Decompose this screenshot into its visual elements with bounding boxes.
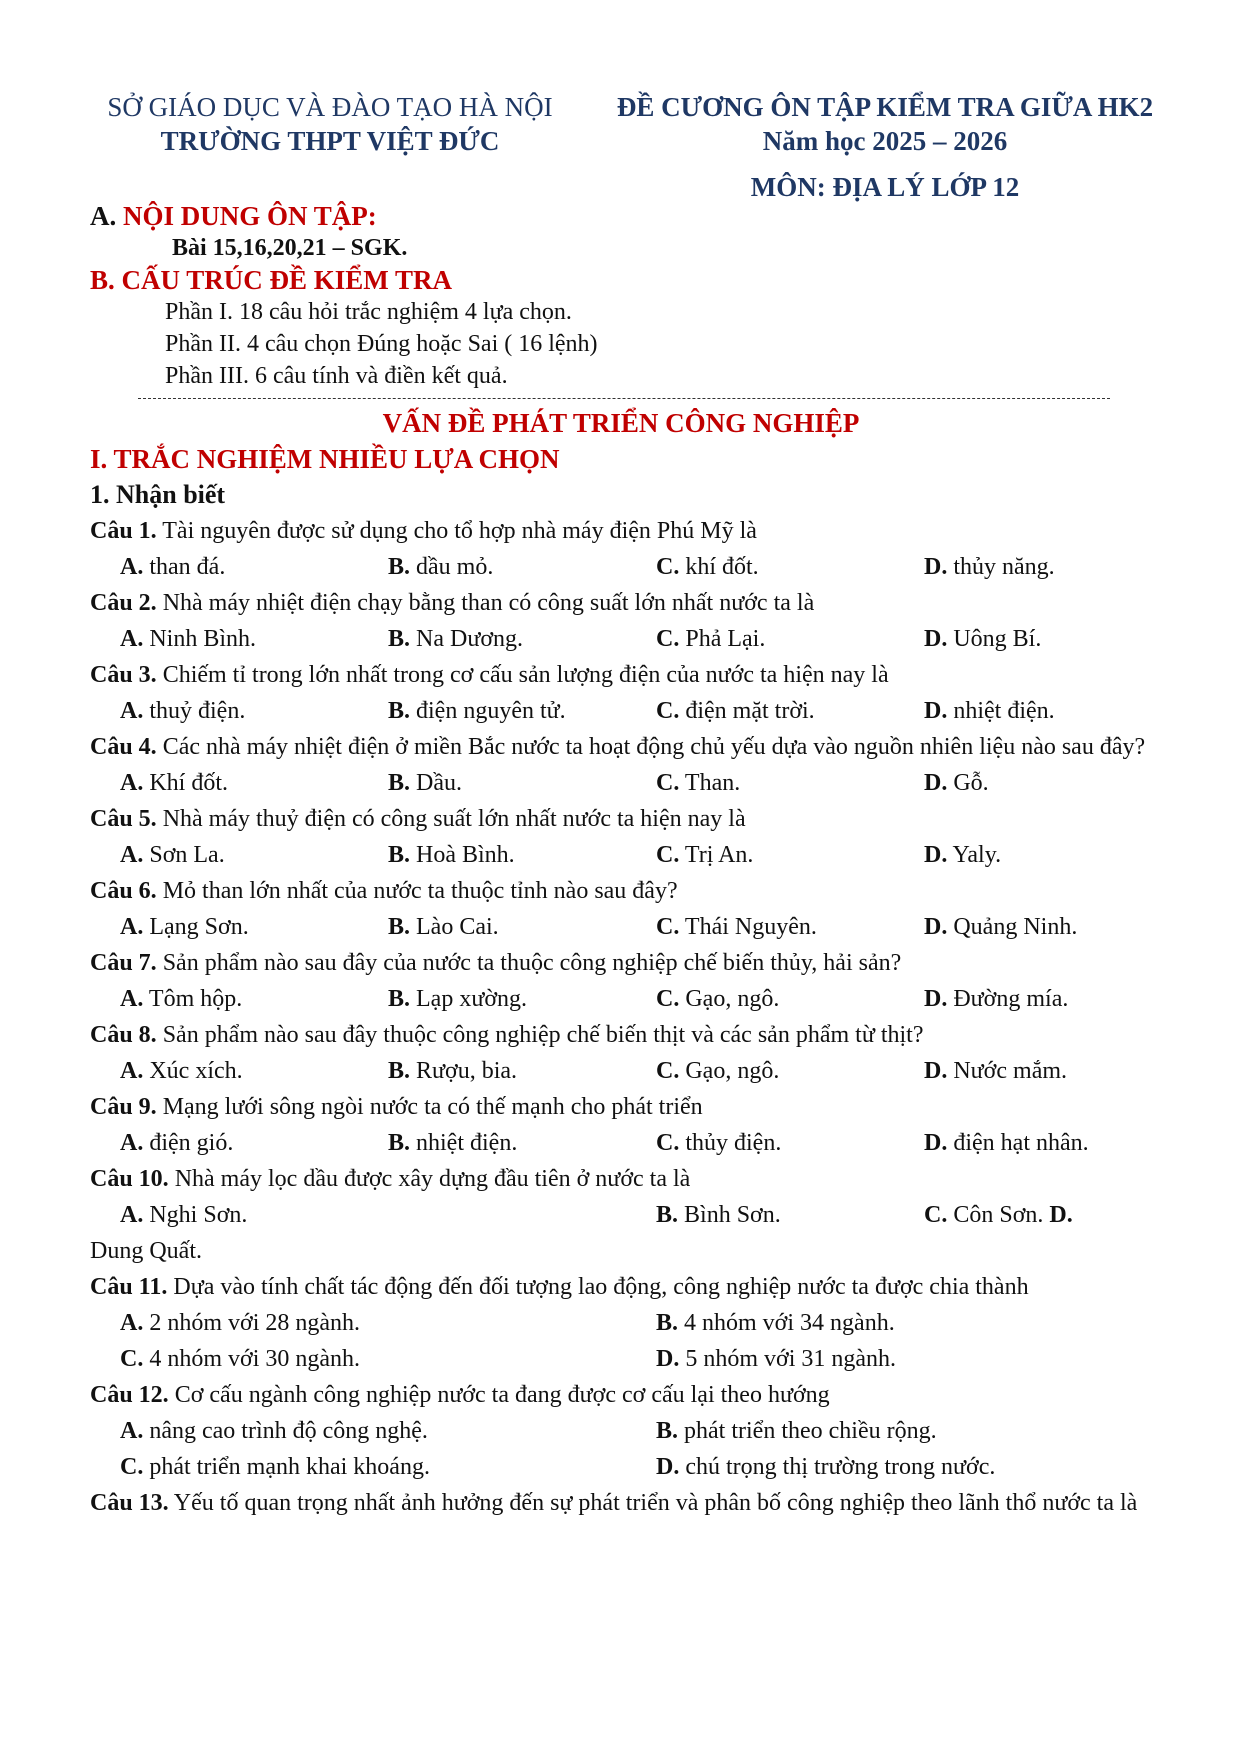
option-key: B. bbox=[388, 554, 411, 580]
option-text: Rượu, bia. bbox=[410, 1058, 518, 1084]
option-c bbox=[656, 621, 924, 657]
question-label: Câu 3. bbox=[90, 662, 157, 688]
option-text: Đường mía. bbox=[947, 986, 1069, 1012]
options-group bbox=[90, 765, 1152, 801]
option-key: B. bbox=[388, 1058, 411, 1084]
option-key: A. bbox=[120, 1130, 144, 1156]
question-text: Dựa vào tính chất tác động đến đối tượng lao động, công nghiệp nước ta được chia thành bbox=[167, 1274, 1029, 1300]
question-2 bbox=[90, 585, 1152, 621]
option-text: phát triển mạnh khai khoáng. bbox=[143, 1454, 430, 1480]
option-text: nhiệt điện. bbox=[410, 1130, 518, 1156]
option-a bbox=[120, 1413, 656, 1449]
question-5 bbox=[90, 801, 1152, 837]
option-a bbox=[120, 1053, 388, 1089]
option-text: chú trọng thị trường trong nước. bbox=[679, 1454, 996, 1480]
section-a-prefix: A. bbox=[90, 201, 123, 231]
option-key: D. bbox=[924, 842, 948, 868]
option-text: Trị An. bbox=[679, 842, 754, 868]
options-group bbox=[90, 1125, 1152, 1161]
question-label: Câu 7. bbox=[90, 950, 157, 976]
option-text: Na Dương. bbox=[410, 626, 524, 652]
option-key: A. bbox=[120, 1058, 144, 1084]
option-d bbox=[656, 1341, 1182, 1377]
question-label: Câu 9. bbox=[90, 1094, 157, 1120]
option-c bbox=[656, 1053, 924, 1089]
option-key: B. bbox=[388, 842, 411, 868]
option-b bbox=[388, 1125, 656, 1161]
option-d bbox=[924, 693, 1182, 729]
option-text: thủy năng. bbox=[947, 554, 1055, 580]
option-a bbox=[120, 693, 388, 729]
option-a bbox=[120, 621, 388, 657]
option-key: A. bbox=[120, 698, 144, 724]
option-text: điện nguyên tử. bbox=[410, 698, 566, 724]
section-b-part-3: Phần III. 6 câu tính và điền kết quả. bbox=[165, 363, 508, 389]
option-key: D. bbox=[924, 1058, 948, 1084]
option-text: thuỷ điện. bbox=[143, 698, 246, 724]
option-text: thủy điện. bbox=[679, 1130, 782, 1156]
option-text: Gỗ. bbox=[947, 770, 989, 796]
option-text: Hoà Bình. bbox=[410, 842, 515, 868]
options-group bbox=[90, 909, 1152, 945]
option-key: C. bbox=[120, 1346, 144, 1372]
option-key: B. bbox=[656, 1202, 679, 1228]
option-text: 5 nhóm với 31 ngành. bbox=[679, 1346, 897, 1372]
option-c bbox=[120, 1341, 656, 1377]
question-label: Câu 10. bbox=[90, 1166, 169, 1192]
option-text: Dầu. bbox=[410, 770, 462, 796]
option-d-wrap: Dung Quất. bbox=[90, 1238, 202, 1264]
option-c bbox=[656, 765, 924, 801]
section-b-heading: B. CẤU TRÚC ĐỀ KIỂM TRA bbox=[90, 265, 453, 295]
option-text: phát triển theo chiều rộng. bbox=[678, 1418, 937, 1444]
question-4 bbox=[90, 729, 1152, 765]
option-key: B. bbox=[388, 986, 411, 1012]
question-text: Sản phẩm nào sau đây của nước ta thuộc công nghiệp chế biến thủy, hải sản? bbox=[156, 950, 902, 976]
options-group bbox=[90, 621, 1152, 657]
option-text: Gạo, ngô. bbox=[679, 1058, 780, 1084]
option-key: B. bbox=[656, 1310, 679, 1336]
section-b-part-1: Phần I. 18 câu hỏi trắc nghiệm 4 lựa chọn. bbox=[165, 299, 572, 325]
question-13 bbox=[90, 1485, 1152, 1521]
option-key: D. bbox=[1049, 1202, 1073, 1228]
option-key: B. bbox=[388, 1130, 411, 1156]
option-b bbox=[388, 981, 656, 1017]
option-d bbox=[656, 1449, 1182, 1485]
option-d bbox=[924, 1053, 1182, 1089]
option-key: C. bbox=[656, 914, 680, 940]
option-b bbox=[656, 1305, 1182, 1341]
option-text: điện hạt nhân. bbox=[947, 1130, 1089, 1156]
option-text: Lạng Sơn. bbox=[143, 914, 249, 940]
question-6 bbox=[90, 873, 1152, 909]
divider bbox=[138, 398, 1110, 399]
question-text: Sản phẩm nào sau đây thuộc công nghiệp chế biến thịt và các sản phẩm từ thịt? bbox=[156, 1022, 924, 1048]
option-c bbox=[656, 981, 924, 1017]
option-text: 4 nhóm với 30 ngành. bbox=[143, 1346, 361, 1372]
question-label: Câu 2. bbox=[90, 590, 157, 616]
option-d bbox=[924, 837, 1182, 873]
question-3 bbox=[90, 657, 1152, 693]
option-c bbox=[656, 549, 924, 585]
option-b bbox=[388, 909, 656, 945]
option-text: điện mặt trời. bbox=[679, 698, 815, 724]
option-text: Uông Bí. bbox=[947, 626, 1042, 652]
option-text: Khí đốt. bbox=[143, 770, 229, 796]
option-text: Côn Sơn. bbox=[947, 1202, 1044, 1228]
option-text: nhiệt điện. bbox=[947, 698, 1055, 724]
option-text: Lạp xường. bbox=[410, 986, 528, 1012]
question-text: Tài nguyên được sử dụng cho tổ hợp nhà máy điện Phú Mỹ là bbox=[156, 518, 757, 544]
department-name: SỞ GIÁO DỤC VÀ ĐÀO TẠO HÀ NỘI bbox=[107, 92, 553, 122]
level-title: 1. Nhận biết bbox=[90, 480, 226, 509]
option-key: B. bbox=[388, 626, 411, 652]
options-group bbox=[90, 981, 1152, 1017]
option-text: 2 nhóm với 28 ngành. bbox=[143, 1310, 361, 1336]
question-label: Câu 4. bbox=[90, 734, 157, 760]
options-group bbox=[90, 1197, 1152, 1233]
option-key: A. bbox=[120, 1310, 144, 1336]
question-label: Câu 8. bbox=[90, 1022, 157, 1048]
option-b bbox=[388, 837, 656, 873]
question-label: Câu 11. bbox=[90, 1274, 168, 1300]
question-text: Các nhà máy nhiệt điện ở miền Bắc nước ta hoạt động chủ yếu dựa vào nguồn nhiên liệu nào sau đây? bbox=[156, 734, 1146, 760]
header-right bbox=[590, 90, 1180, 204]
question-text: Nhà máy thuỷ điện có công suất lớn nhất nước ta hiện nay là bbox=[156, 806, 746, 832]
section-b-part-2: Phần II. 4 câu chọn Đúng hoặc Sai ( 16 lệnh) bbox=[165, 331, 598, 357]
question-11 bbox=[90, 1269, 1152, 1305]
option-a bbox=[120, 909, 388, 945]
option-b bbox=[388, 765, 656, 801]
option-key: D. bbox=[924, 770, 948, 796]
option-text: Nghi Sơn. bbox=[143, 1202, 248, 1228]
option-text: Gạo, ngô. bbox=[679, 986, 780, 1012]
option-a bbox=[120, 549, 388, 585]
option-text: 4 nhóm với 34 ngành. bbox=[678, 1310, 895, 1336]
question-10 bbox=[90, 1161, 1152, 1197]
option-key: B. bbox=[656, 1418, 679, 1444]
option-key: C. bbox=[656, 986, 680, 1012]
option-c bbox=[120, 1449, 656, 1485]
question-text: Nhà máy nhiệt điện chạy bằng than có công suất lớn nhất nước ta là bbox=[156, 590, 815, 616]
option-key: C. bbox=[924, 1202, 948, 1228]
option-b bbox=[388, 621, 656, 657]
option-c bbox=[656, 693, 924, 729]
subject-title: MÔN: ĐỊA LÝ LỚP 12 bbox=[750, 172, 1020, 202]
question-12 bbox=[90, 1377, 1152, 1413]
question-label: Câu 1. bbox=[90, 518, 157, 544]
option-text: dầu mỏ. bbox=[410, 554, 494, 580]
option-key: C. bbox=[656, 626, 680, 652]
question-8 bbox=[90, 1017, 1152, 1053]
option-text: than đá. bbox=[143, 554, 226, 580]
school-year: Năm học 2025 – 2026 bbox=[762, 126, 1008, 156]
option-c bbox=[656, 837, 924, 873]
question-list bbox=[90, 513, 1152, 1521]
option-key: C. bbox=[120, 1454, 144, 1480]
option-b bbox=[388, 693, 656, 729]
option-text: nâng cao trình độ công nghệ. bbox=[143, 1418, 428, 1444]
question-7 bbox=[90, 945, 1152, 981]
option-key: D. bbox=[656, 1454, 680, 1480]
question-label: Câu 6. bbox=[90, 878, 157, 904]
option-key: D. bbox=[656, 1346, 680, 1372]
option-text: Yaly. bbox=[947, 842, 1002, 868]
option-key: D. bbox=[924, 698, 948, 724]
option-a bbox=[120, 837, 388, 873]
option-text: Phả Lại. bbox=[679, 626, 766, 652]
option-a bbox=[120, 765, 388, 801]
option-key: A. bbox=[120, 914, 144, 940]
option-key: C. bbox=[656, 554, 680, 580]
option-text: Nước mắm. bbox=[947, 1058, 1068, 1084]
school-name: TRƯỜNG THPT VIỆT ĐỨC bbox=[160, 126, 500, 156]
header-left bbox=[80, 90, 580, 158]
options-group bbox=[90, 549, 1152, 585]
option-b bbox=[388, 549, 656, 585]
options-group bbox=[90, 1413, 1152, 1485]
option-key: C. bbox=[656, 1058, 680, 1084]
option-text: Thái Nguyên. bbox=[679, 914, 817, 940]
option-d bbox=[924, 549, 1182, 585]
option-key: C. bbox=[656, 842, 680, 868]
option-key: B. bbox=[388, 770, 411, 796]
option-text: điện gió. bbox=[143, 1130, 234, 1156]
option-d bbox=[924, 765, 1182, 801]
options-group bbox=[90, 1053, 1152, 1089]
option-key: A. bbox=[120, 842, 144, 868]
option-c bbox=[656, 1125, 924, 1161]
option-d bbox=[924, 621, 1182, 657]
part-title: I. TRẮC NGHIỆM NHIỀU LỰA CHỌN bbox=[90, 444, 560, 474]
option-text: Bình Sơn. bbox=[678, 1202, 781, 1228]
option-b bbox=[388, 1053, 656, 1089]
document-body bbox=[90, 200, 1152, 1521]
option-b bbox=[656, 1197, 924, 1233]
option-key: D. bbox=[924, 1130, 948, 1156]
option-c bbox=[924, 1197, 1182, 1233]
option-key: D. bbox=[924, 626, 948, 652]
option-key: D. bbox=[924, 986, 948, 1012]
question-text: Nhà máy lọc dầu được xây dựng đầu tiên ở nước ta là bbox=[168, 1166, 691, 1192]
option-a bbox=[120, 981, 388, 1017]
options-group bbox=[90, 837, 1152, 873]
document-title: ĐỀ CƯƠNG ÔN TẬP KIỂM TRA GIỮA HK2 bbox=[616, 92, 1154, 122]
option-b bbox=[656, 1413, 1182, 1449]
option-text: Quảng Ninh. bbox=[947, 914, 1078, 940]
question-text: Cơ cấu ngành công nghiệp nước ta đang được cơ cấu lại theo hướng bbox=[168, 1382, 830, 1408]
option-key: A. bbox=[120, 554, 144, 580]
option-key: C. bbox=[656, 770, 680, 796]
option-key: A. bbox=[120, 1418, 144, 1444]
question-text: Mạng lưới sông ngòi nước ta có thế mạnh cho phát triển bbox=[156, 1094, 703, 1120]
option-text: Ninh Bình. bbox=[143, 626, 257, 652]
option-text: khí đốt. bbox=[679, 554, 759, 580]
option-key: D. bbox=[924, 554, 948, 580]
option-text: Tôm hộp. bbox=[143, 986, 243, 1012]
option-text: Xúc xích. bbox=[143, 1058, 243, 1084]
option-key: A. bbox=[120, 1202, 144, 1228]
option-key: A. bbox=[120, 626, 144, 652]
question-label: Câu 12. bbox=[90, 1382, 169, 1408]
option-d bbox=[924, 981, 1182, 1017]
section-a-heading bbox=[90, 200, 1152, 232]
option-a bbox=[120, 1197, 656, 1233]
section-a-content: Bài 15,16,20,21 – SGK. bbox=[172, 235, 408, 261]
option-key: C. bbox=[656, 698, 680, 724]
option-key: C. bbox=[656, 1130, 680, 1156]
option-key: B. bbox=[388, 698, 411, 724]
option-key: A. bbox=[120, 770, 144, 796]
option-d bbox=[924, 909, 1182, 945]
option-text: Lào Cai. bbox=[410, 914, 499, 940]
option-d bbox=[924, 1125, 1182, 1161]
option-key: B. bbox=[388, 914, 411, 940]
question-label: Câu 13. bbox=[90, 1490, 169, 1516]
option-a bbox=[120, 1305, 656, 1341]
options-group bbox=[90, 693, 1152, 729]
section-a-title: NỘI DUNG ÔN TẬP: bbox=[123, 201, 377, 231]
option-text: Than. bbox=[679, 770, 741, 796]
question-text: Chiếm tỉ trong lớn nhất trong cơ cấu sản lượng điện của nước ta hiện nay là bbox=[156, 662, 889, 688]
question-1 bbox=[90, 513, 1152, 549]
option-key: D. bbox=[924, 914, 948, 940]
options-group bbox=[90, 1305, 1152, 1377]
question-label: Câu 5. bbox=[90, 806, 157, 832]
question-9 bbox=[90, 1089, 1152, 1125]
question-text: Yếu tố quan trọng nhất ảnh hưởng đến sự phát triển và phân bố công nghiệp theo lãnh thổ nước ta là bbox=[168, 1490, 1138, 1516]
option-text: Sơn La. bbox=[143, 842, 225, 868]
option-c bbox=[656, 909, 924, 945]
option-a bbox=[120, 1125, 388, 1161]
option-key: A. bbox=[120, 986, 144, 1012]
question-text: Mỏ than lớn nhất của nước ta thuộc tỉnh nào sau đây? bbox=[156, 878, 678, 904]
topic-title: VẤN ĐỀ PHÁT TRIỂN CÔNG NGHIỆP bbox=[382, 408, 860, 438]
